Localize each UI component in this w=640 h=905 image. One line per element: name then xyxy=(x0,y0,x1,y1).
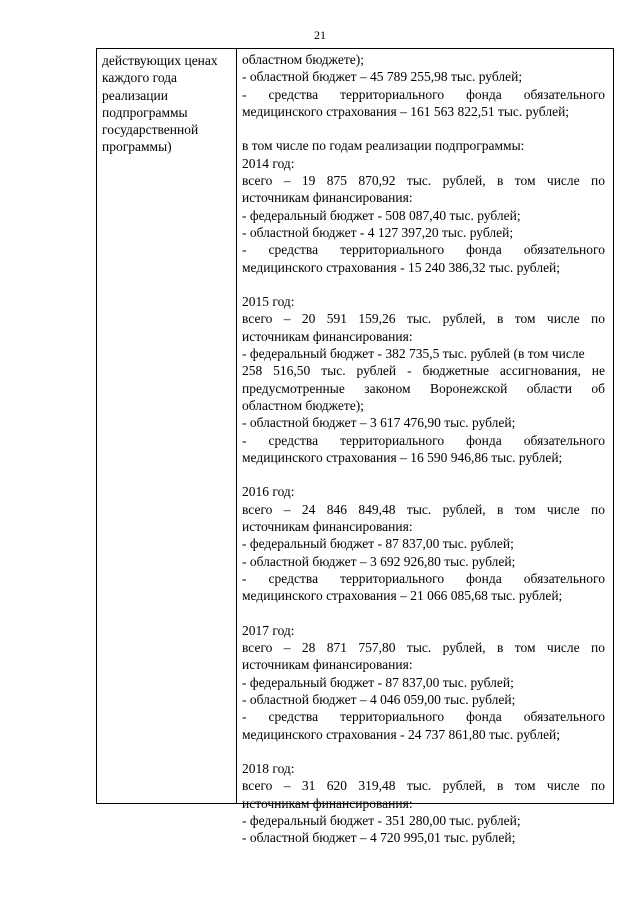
text-line: в том числе по годам реализации подпрограммы: xyxy=(242,138,525,154)
text-line: 2018 год: xyxy=(242,761,295,777)
text-line: - областной бюджет – 3 692 926,80 тыс. рублей; xyxy=(242,553,516,569)
blank-line xyxy=(242,605,605,622)
text-line: источникам финансирования: xyxy=(242,328,413,344)
text-line: - областной бюджет – 4 720 995,01 тыс. рублей; xyxy=(242,830,516,846)
text-line: предусмотренные законом Воронежской области об xyxy=(242,380,605,396)
label-line: программы) xyxy=(102,139,172,155)
label-line: действующих ценах xyxy=(102,53,218,68)
table-cell-label xyxy=(97,49,237,803)
text-line: медицинского страхования – 21 066 085,68 тыс. рублей; xyxy=(242,588,563,604)
text-line: - областной бюджет – 4 046 059,00 тыс. рублей; xyxy=(242,691,516,707)
text-line: - областной бюджет - 4 127 397,20 тыс. рублей; xyxy=(242,224,514,240)
text-line: всего – 19 875 870,92 тыс. рублей, в том числе по xyxy=(242,173,605,189)
text-line: - федеральный бюджет - 87 837,00 тыс. рублей; xyxy=(242,536,514,552)
text-line: - средства территориального фонда обязательного xyxy=(242,242,605,258)
text-line: 2015 год: xyxy=(242,294,295,310)
table-cell-content xyxy=(237,49,613,846)
text-line: медицинского страхования - 15 240 386,32 тыс. рублей; xyxy=(242,259,561,275)
text-line: источникам финансирования: xyxy=(242,795,413,811)
text-line: - средства территориального фонда обязательного xyxy=(242,432,605,448)
text-line: - федеральный бюджет - 382 735,5 тыс. рублей (в том числе xyxy=(242,346,585,362)
text-line: - федеральный бюджет - 87 837,00 тыс. рублей; xyxy=(242,674,514,690)
label-line: подпрограммы xyxy=(102,104,188,120)
text-line: всего – 20 591 159,26 тыс. рублей, в том числе по xyxy=(242,311,605,327)
text-line: медицинского страхования – 16 590 946,86 тыс. рублей; xyxy=(242,449,563,465)
text-line: - федеральный бюджет - 351 280,00 тыс. рублей; xyxy=(242,813,521,829)
text-line: медицинского страхования – 161 563 822,51 тыс. рублей; xyxy=(242,103,570,119)
label-line: каждого года xyxy=(102,70,178,86)
program-table xyxy=(96,48,614,846)
text-line: - областной бюджет – 45 789 255,98 тыс. рублей; xyxy=(242,69,523,85)
text-line: 2017 год: xyxy=(242,622,295,638)
text-line: источникам финансирования: xyxy=(242,190,413,206)
blank-line xyxy=(242,276,605,293)
text-line: всего – 28 871 757,80 тыс. рублей, в том числе по xyxy=(242,640,605,656)
text-line: всего – 31 620 319,48 тыс. рублей, в том числе по xyxy=(242,778,605,794)
text-line: 2016 год: xyxy=(242,484,295,500)
label-line: реализации xyxy=(102,87,168,103)
blank-line xyxy=(242,466,605,483)
text-line: источникам финансирования: xyxy=(242,519,413,535)
text-line: областном бюджете); xyxy=(242,52,364,67)
text-line: источникам финансирования: xyxy=(242,657,413,673)
text-line: 258 516,50 тыс. рублей - бюджетные ассигнования, не xyxy=(242,363,605,379)
text-line: - средства территориального фонда обязательного xyxy=(242,570,605,586)
text-line: медицинского страхования - 24 737 861,80 тыс. рублей; xyxy=(242,726,561,742)
text-line: - средства территориального фонда обязательного xyxy=(242,709,605,725)
blank-line xyxy=(242,743,605,760)
text-line: - средства территориального фонда обязательного xyxy=(242,86,605,102)
text-line: всего – 24 846 849,48 тыс. рублей, в том числе по xyxy=(242,501,605,517)
text-line: - областной бюджет – 3 617 476,90 тыс. рублей; xyxy=(242,415,516,431)
text-line: областном бюджете); xyxy=(242,397,364,413)
text-line: - федеральный бюджет - 508 087,40 тыс. рублей; xyxy=(242,207,521,223)
page-number: 21 xyxy=(314,28,326,42)
text-line: 2014 год: xyxy=(242,155,295,171)
label-line: государственной xyxy=(102,122,199,138)
blank-line xyxy=(242,120,605,137)
